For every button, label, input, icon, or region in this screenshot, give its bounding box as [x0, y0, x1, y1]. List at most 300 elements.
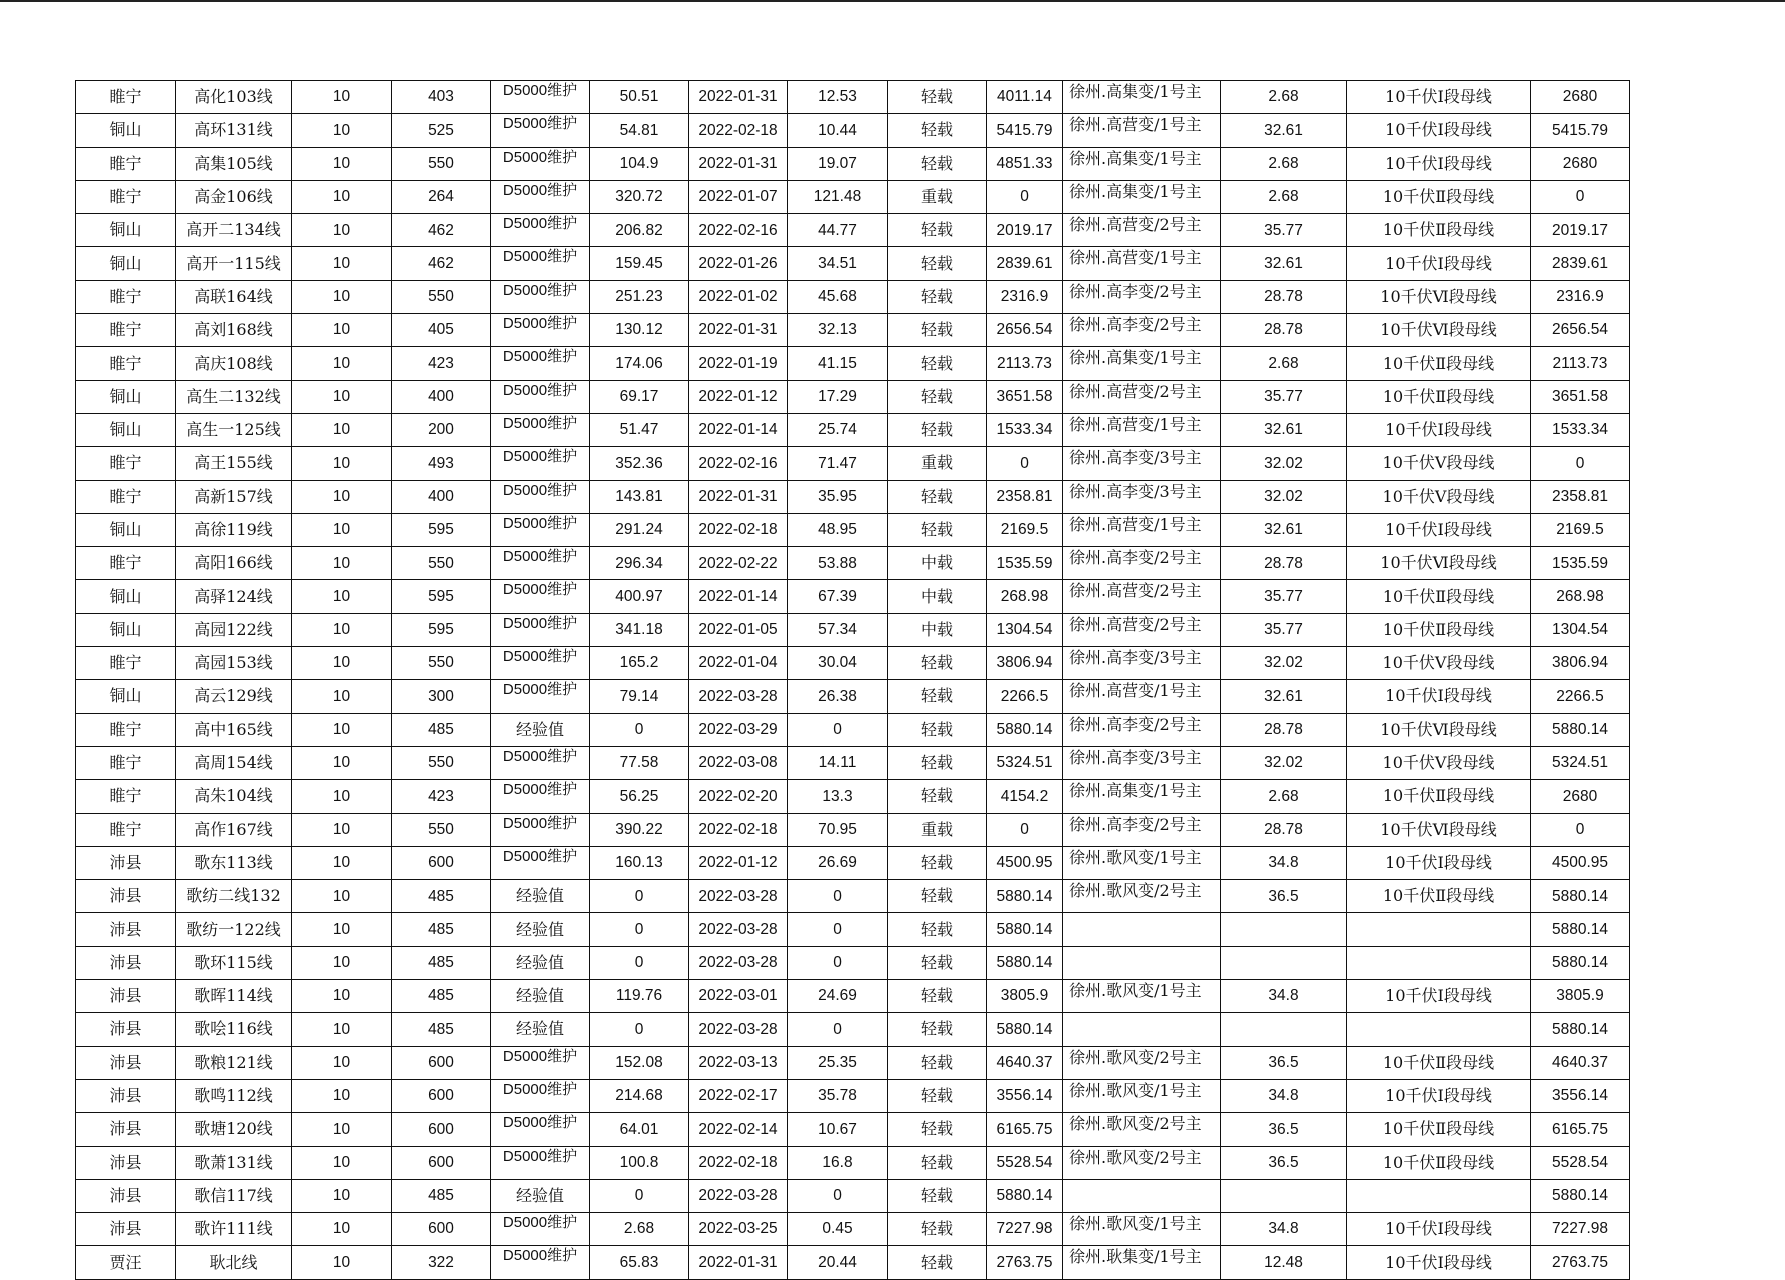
date-cell: 2022-03-28: [689, 946, 788, 979]
remaining-cell: 5324.51: [1531, 746, 1630, 779]
current-cell: 0: [590, 1013, 689, 1046]
line-name-cell: 高作167线: [176, 813, 292, 846]
available-cell: 2266.5: [987, 680, 1063, 713]
date-cell: 2022-03-28: [689, 1179, 788, 1212]
capacity-cell: 550: [392, 280, 491, 313]
voltage-cell: 10: [292, 147, 392, 180]
table-body: [76, 81, 1630, 1280]
remaining-cell: 5528.54: [1531, 1146, 1630, 1179]
remaining-cell: 3805.9: [1531, 980, 1630, 1013]
capacity-cell: 595: [392, 580, 491, 613]
voltage-cell: 10: [292, 180, 392, 213]
substation-cell: [1063, 946, 1221, 979]
load-status-cell: 轻载: [888, 647, 987, 680]
line-name-cell: 歌塘120线: [176, 1113, 292, 1146]
substation-cell: 徐州.歌风变/1号主: [1063, 1213, 1221, 1246]
bus-section-cell: 10千伏Ⅰ段母线: [1347, 247, 1531, 280]
capacity-cell: 595: [392, 613, 491, 646]
load-rate-cell: 71.47: [788, 447, 888, 480]
date-cell: 2022-01-14: [689, 580, 788, 613]
region-cell: 睢宁: [76, 480, 176, 513]
load-rate-cell: 70.95: [788, 813, 888, 846]
remaining-cell: 5880.14: [1531, 913, 1630, 946]
load-status-cell: 轻载: [888, 1113, 987, 1146]
available-cell: 7227.98: [987, 1213, 1063, 1246]
region-cell: 沛县: [76, 946, 176, 979]
line-name-cell: 高生二132线: [176, 380, 292, 413]
table-row: [76, 780, 1630, 813]
load-rate-cell: 0: [788, 713, 888, 746]
region-cell: 贾汪: [76, 1246, 176, 1279]
load-rate-cell: 13.3: [788, 780, 888, 813]
table-row: [76, 580, 1630, 613]
voltage-cell: 10: [292, 1113, 392, 1146]
load-rate-cell: 17.29: [788, 380, 888, 413]
capacity-cell: 600: [392, 1046, 491, 1079]
voltage-cell: 10: [292, 214, 392, 247]
capacity-cell: 600: [392, 1146, 491, 1179]
source-cell: D5000维护: [491, 547, 590, 580]
capacity-cell: 200: [392, 413, 491, 446]
capacity-cell: 485: [392, 980, 491, 1013]
bus-section-cell: 10千伏Ⅱ段母线: [1347, 1113, 1531, 1146]
table-row: [76, 813, 1630, 846]
table-row: [76, 180, 1630, 213]
table-row: [76, 1046, 1630, 1079]
load-status-cell: 轻载: [888, 1179, 987, 1212]
region-cell: 睢宁: [76, 447, 176, 480]
load-status-cell: 中载: [888, 547, 987, 580]
voltage-cell: 10: [292, 1246, 392, 1279]
transformer-value-cell: 28.78: [1221, 713, 1347, 746]
transformer-value-cell: 28.78: [1221, 314, 1347, 347]
available-cell: 2656.54: [987, 314, 1063, 347]
remaining-cell: 5880.14: [1531, 946, 1630, 979]
bus-section-cell: 10千伏Ⅵ段母线: [1347, 280, 1531, 313]
transformer-value-cell: 36.5: [1221, 1146, 1347, 1179]
source-cell: D5000维护: [491, 314, 590, 347]
voltage-cell: 10: [292, 114, 392, 147]
load-rate-cell: 35.78: [788, 1079, 888, 1112]
load-rate-cell: 0: [788, 1013, 888, 1046]
line-name-cell: 高刘168线: [176, 314, 292, 347]
current-cell: 54.81: [590, 114, 689, 147]
remaining-cell: 7227.98: [1531, 1213, 1630, 1246]
capacity-cell: 595: [392, 513, 491, 546]
source-cell: D5000维护: [491, 280, 590, 313]
line-name-cell: 高王155线: [176, 447, 292, 480]
date-cell: 2022-01-26: [689, 247, 788, 280]
date-cell: 2022-03-28: [689, 913, 788, 946]
remaining-cell: 2358.81: [1531, 480, 1630, 513]
line-name-cell: 歌纺二线132: [176, 880, 292, 913]
available-cell: 3651.58: [987, 380, 1063, 413]
available-cell: 4011.14: [987, 81, 1063, 114]
transformer-value-cell: 35.77: [1221, 380, 1347, 413]
substation-cell: 徐州.歌风变/1号主: [1063, 980, 1221, 1013]
source-cell: 经验值: [491, 1013, 590, 1046]
remaining-cell: 4500.95: [1531, 846, 1630, 879]
remaining-cell: 2266.5: [1531, 680, 1630, 713]
date-cell: 2022-02-17: [689, 1079, 788, 1112]
bus-section-cell: 10千伏Ⅱ段母线: [1347, 880, 1531, 913]
line-name-cell: 高庆108线: [176, 347, 292, 380]
bus-section-cell: 10千伏Ⅱ段母线: [1347, 380, 1531, 413]
source-cell: D5000维护: [491, 580, 590, 613]
available-cell: 1533.34: [987, 413, 1063, 446]
capacity-cell: 550: [392, 746, 491, 779]
date-cell: 2022-03-28: [689, 1013, 788, 1046]
substation-cell: 徐州.高李变/2号主: [1063, 547, 1221, 580]
substation-cell: 徐州.高李变/3号主: [1063, 647, 1221, 680]
region-cell: 沛县: [76, 1079, 176, 1112]
bus-section-cell: 10千伏Ⅴ段母线: [1347, 447, 1531, 480]
load-status-cell: 轻载: [888, 746, 987, 779]
line-name-cell: 高园153线: [176, 647, 292, 680]
source-cell: D5000维护: [491, 1113, 590, 1146]
available-cell: 5415.79: [987, 114, 1063, 147]
remaining-cell: 3556.14: [1531, 1079, 1630, 1112]
voltage-cell: 10: [292, 880, 392, 913]
transformer-value-cell: 28.78: [1221, 813, 1347, 846]
bus-section-cell: 10千伏Ⅱ段母线: [1347, 180, 1531, 213]
source-cell: D5000维护: [491, 214, 590, 247]
region-cell: 铜山: [76, 413, 176, 446]
table-row: [76, 1079, 1630, 1112]
capacity-cell: 423: [392, 780, 491, 813]
available-cell: 6165.75: [987, 1113, 1063, 1146]
available-cell: 2316.9: [987, 280, 1063, 313]
available-cell: 5324.51: [987, 746, 1063, 779]
substation-cell: 徐州.耿集变/1号主: [1063, 1246, 1221, 1279]
table-row: [76, 746, 1630, 779]
voltage-cell: 10: [292, 713, 392, 746]
voltage-cell: 10: [292, 380, 392, 413]
source-cell: D5000维护: [491, 613, 590, 646]
date-cell: 2022-01-14: [689, 413, 788, 446]
bus-section-cell: 10千伏Ⅴ段母线: [1347, 746, 1531, 779]
source-cell: 经验值: [491, 1179, 590, 1212]
available-cell: 3805.9: [987, 980, 1063, 1013]
substation-cell: 徐州.高李变/2号主: [1063, 813, 1221, 846]
region-cell: 睢宁: [76, 713, 176, 746]
current-cell: 65.83: [590, 1246, 689, 1279]
line-name-cell: 高园122线: [176, 613, 292, 646]
table-row: [76, 713, 1630, 746]
table-row: [76, 1246, 1630, 1279]
transformer-value-cell: 35.77: [1221, 613, 1347, 646]
table-row: [76, 214, 1630, 247]
current-cell: 400.97: [590, 580, 689, 613]
remaining-cell: 2316.9: [1531, 280, 1630, 313]
source-cell: D5000维护: [491, 81, 590, 114]
bus-section-cell: 10千伏Ⅰ段母线: [1347, 413, 1531, 446]
capacity-cell: 400: [392, 380, 491, 413]
bus-section-cell: 10千伏Ⅰ段母线: [1347, 1079, 1531, 1112]
substation-cell: [1063, 1013, 1221, 1046]
source-cell: D5000维护: [491, 813, 590, 846]
load-status-cell: 轻载: [888, 1046, 987, 1079]
load-rate-cell: 30.04: [788, 647, 888, 680]
bus-section-cell: 10千伏Ⅱ段母线: [1347, 1046, 1531, 1079]
available-cell: 0: [987, 180, 1063, 213]
voltage-cell: 10: [292, 846, 392, 879]
current-cell: 143.81: [590, 480, 689, 513]
date-cell: 2022-01-12: [689, 380, 788, 413]
line-name-cell: 高周154线: [176, 746, 292, 779]
line-name-cell: 歌鸣112线: [176, 1079, 292, 1112]
source-cell: 经验值: [491, 880, 590, 913]
load-rate-cell: 0: [788, 1179, 888, 1212]
substation-cell: 徐州.高营变/2号主: [1063, 580, 1221, 613]
source-cell: 经验值: [491, 713, 590, 746]
load-status-cell: 轻载: [888, 214, 987, 247]
load-status-cell: 重载: [888, 813, 987, 846]
capacity-cell: 600: [392, 846, 491, 879]
table-row: [76, 347, 1630, 380]
load-status-cell: 轻载: [888, 480, 987, 513]
bus-section-cell: 10千伏Ⅱ段母线: [1347, 780, 1531, 813]
transformer-value-cell: 34.8: [1221, 1213, 1347, 1246]
current-cell: 320.72: [590, 180, 689, 213]
transformer-value-cell: 32.02: [1221, 480, 1347, 513]
available-cell: 3556.14: [987, 1079, 1063, 1112]
substation-cell: [1063, 1179, 1221, 1212]
region-cell: 铜山: [76, 114, 176, 147]
substation-cell: 徐州.高营变/1号主: [1063, 513, 1221, 546]
substation-cell: 徐州.高集变/1号主: [1063, 147, 1221, 180]
source-cell: D5000维护: [491, 1246, 590, 1279]
load-rate-cell: 12.53: [788, 81, 888, 114]
date-cell: 2022-02-16: [689, 447, 788, 480]
date-cell: 2022-01-31: [689, 147, 788, 180]
table-row: [76, 447, 1630, 480]
available-cell: 2019.17: [987, 214, 1063, 247]
capacity-cell: 550: [392, 547, 491, 580]
voltage-cell: 10: [292, 280, 392, 313]
load-status-cell: 轻载: [888, 680, 987, 713]
source-cell: D5000维护: [491, 1079, 590, 1112]
source-cell: D5000维护: [491, 413, 590, 446]
load-status-cell: 轻载: [888, 780, 987, 813]
load-rate-cell: 20.44: [788, 1246, 888, 1279]
load-rate-cell: 10.44: [788, 114, 888, 147]
load-rate-cell: 25.35: [788, 1046, 888, 1079]
transformer-value-cell: 32.02: [1221, 647, 1347, 680]
transformer-value-cell: 32.61: [1221, 680, 1347, 713]
available-cell: 2113.73: [987, 347, 1063, 380]
table-row: [76, 513, 1630, 546]
region-cell: 睢宁: [76, 780, 176, 813]
remaining-cell: 2680: [1531, 780, 1630, 813]
load-rate-cell: 57.34: [788, 613, 888, 646]
region-cell: 沛县: [76, 1146, 176, 1179]
source-cell: D5000维护: [491, 1146, 590, 1179]
capacity-cell: 550: [392, 813, 491, 846]
region-cell: 睢宁: [76, 314, 176, 347]
source-cell: D5000维护: [491, 1213, 590, 1246]
remaining-cell: 5880.14: [1531, 1013, 1630, 1046]
load-rate-cell: 16.8: [788, 1146, 888, 1179]
load-status-cell: 轻载: [888, 380, 987, 413]
line-name-cell: 高联164线: [176, 280, 292, 313]
current-cell: 130.12: [590, 314, 689, 347]
available-cell: 4851.33: [987, 147, 1063, 180]
bus-section-cell: 10千伏Ⅵ段母线: [1347, 813, 1531, 846]
remaining-cell: 3651.58: [1531, 380, 1630, 413]
date-cell: 2022-01-19: [689, 347, 788, 380]
load-rate-cell: 0: [788, 880, 888, 913]
current-cell: 291.24: [590, 513, 689, 546]
substation-cell: 徐州.高集变/1号主: [1063, 81, 1221, 114]
transformer-value-cell: 35.77: [1221, 214, 1347, 247]
transformer-value-cell: 34.8: [1221, 980, 1347, 1013]
date-cell: 2022-02-22: [689, 547, 788, 580]
remaining-cell: 3806.94: [1531, 647, 1630, 680]
line-name-cell: 高徐119线: [176, 513, 292, 546]
date-cell: 2022-01-12: [689, 846, 788, 879]
line-name-cell: 高金106线: [176, 180, 292, 213]
current-cell: 214.68: [590, 1079, 689, 1112]
substation-cell: 徐州.歌风变/1号主: [1063, 1079, 1221, 1112]
load-rate-cell: 10.67: [788, 1113, 888, 1146]
transformer-value-cell: 32.61: [1221, 114, 1347, 147]
bus-section-cell: 10千伏Ⅰ段母线: [1347, 680, 1531, 713]
available-cell: 5880.14: [987, 913, 1063, 946]
table-row: [76, 81, 1630, 114]
table-row: [76, 314, 1630, 347]
bus-section-cell: 10千伏Ⅵ段母线: [1347, 314, 1531, 347]
table-row: [76, 946, 1630, 979]
load-status-cell: 轻载: [888, 1146, 987, 1179]
transformer-value-cell: 2.68: [1221, 347, 1347, 380]
transformer-value-cell: 28.78: [1221, 280, 1347, 313]
substation-cell: 徐州.高李变/2号主: [1063, 314, 1221, 347]
substation-cell: [1063, 913, 1221, 946]
source-cell: D5000维护: [491, 180, 590, 213]
available-cell: 5880.14: [987, 713, 1063, 746]
current-cell: 296.34: [590, 547, 689, 580]
transformer-value-cell: 12.48: [1221, 1246, 1347, 1279]
capacity-cell: 405: [392, 314, 491, 347]
bus-section-cell: 10千伏Ⅰ段母线: [1347, 81, 1531, 114]
voltage-cell: 10: [292, 347, 392, 380]
source-cell: D5000维护: [491, 647, 590, 680]
bus-section-cell: 10千伏Ⅱ段母线: [1347, 1146, 1531, 1179]
date-cell: 2022-01-31: [689, 314, 788, 347]
transformer-value-cell: [1221, 1013, 1347, 1046]
region-cell: 沛县: [76, 1213, 176, 1246]
region-cell: 沛县: [76, 1179, 176, 1212]
capacity-cell: 322: [392, 1246, 491, 1279]
transformer-value-cell: [1221, 913, 1347, 946]
capacity-cell: 485: [392, 880, 491, 913]
remaining-cell: 2019.17: [1531, 214, 1630, 247]
date-cell: 2022-03-29: [689, 713, 788, 746]
region-cell: 睢宁: [76, 813, 176, 846]
load-status-cell: 轻载: [888, 413, 987, 446]
bus-section-cell: [1347, 1013, 1531, 1046]
line-name-cell: 高生一125线: [176, 413, 292, 446]
source-cell: D5000维护: [491, 780, 590, 813]
available-cell: 268.98: [987, 580, 1063, 613]
current-cell: 0: [590, 713, 689, 746]
load-rate-cell: 14.11: [788, 746, 888, 779]
source-cell: D5000维护: [491, 680, 590, 713]
feeder-load-table: [75, 80, 1630, 1280]
top-rule: [0, 0, 1785, 2]
remaining-cell: 1304.54: [1531, 613, 1630, 646]
voltage-cell: 10: [292, 413, 392, 446]
substation-cell: 徐州.高李变/3号主: [1063, 746, 1221, 779]
transformer-value-cell: 32.61: [1221, 247, 1347, 280]
voltage-cell: 10: [292, 780, 392, 813]
voltage-cell: 10: [292, 1146, 392, 1179]
load-status-cell: 轻载: [888, 1213, 987, 1246]
load-rate-cell: 34.51: [788, 247, 888, 280]
current-cell: 0: [590, 946, 689, 979]
capacity-cell: 600: [392, 1113, 491, 1146]
source-cell: D5000维护: [491, 846, 590, 879]
date-cell: 2022-01-05: [689, 613, 788, 646]
available-cell: 1535.59: [987, 547, 1063, 580]
table-row: [76, 480, 1630, 513]
source-cell: D5000维护: [491, 380, 590, 413]
voltage-cell: 10: [292, 314, 392, 347]
substation-cell: 徐州.歌风变/2号主: [1063, 1146, 1221, 1179]
bus-section-cell: [1347, 913, 1531, 946]
substation-cell: 徐州.高营变/2号主: [1063, 380, 1221, 413]
remaining-cell: 2656.54: [1531, 314, 1630, 347]
transformer-value-cell: 36.5: [1221, 1113, 1347, 1146]
substation-cell: 徐州.高李变/2号主: [1063, 280, 1221, 313]
region-cell: 铜山: [76, 214, 176, 247]
load-status-cell: 中载: [888, 580, 987, 613]
line-name-cell: 歌东113线: [176, 846, 292, 879]
load-status-cell: 轻载: [888, 980, 987, 1013]
region-cell: 铜山: [76, 580, 176, 613]
substation-cell: 徐州.高营变/2号主: [1063, 214, 1221, 247]
load-status-cell: 轻载: [888, 713, 987, 746]
bus-section-cell: 10千伏Ⅰ段母线: [1347, 114, 1531, 147]
transformer-value-cell: 34.8: [1221, 1079, 1347, 1112]
voltage-cell: 10: [292, 1013, 392, 1046]
remaining-cell: 2680: [1531, 81, 1630, 114]
load-status-cell: 重载: [888, 447, 987, 480]
voltage-cell: 10: [292, 613, 392, 646]
transformer-value-cell: 28.78: [1221, 547, 1347, 580]
remaining-cell: 4640.37: [1531, 1046, 1630, 1079]
date-cell: 2022-02-18: [689, 114, 788, 147]
load-status-cell: 轻载: [888, 347, 987, 380]
table-row: [76, 913, 1630, 946]
voltage-cell: 10: [292, 647, 392, 680]
capacity-cell: 485: [392, 713, 491, 746]
voltage-cell: 10: [292, 680, 392, 713]
line-name-cell: 高新157线: [176, 480, 292, 513]
bus-section-cell: 10千伏Ⅴ段母线: [1347, 480, 1531, 513]
region-cell: 铜山: [76, 680, 176, 713]
load-status-cell: 轻载: [888, 1013, 987, 1046]
load-status-cell: 轻载: [888, 1079, 987, 1112]
substation-cell: 徐州.高集变/1号主: [1063, 780, 1221, 813]
available-cell: 5880.14: [987, 946, 1063, 979]
date-cell: 2022-02-20: [689, 780, 788, 813]
region-cell: 沛县: [76, 880, 176, 913]
source-cell: D5000维护: [491, 247, 590, 280]
voltage-cell: 10: [292, 746, 392, 779]
load-rate-cell: 19.07: [788, 147, 888, 180]
